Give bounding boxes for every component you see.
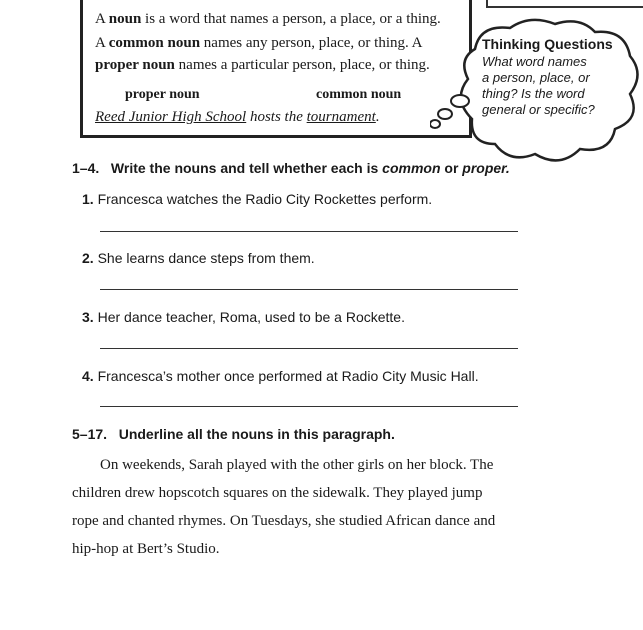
- partial-box-corner: [486, 0, 643, 8]
- answer-line-3[interactable]: [100, 348, 518, 349]
- answer-line-2[interactable]: [100, 289, 518, 290]
- answer-line-1[interactable]: [100, 231, 518, 232]
- label-common-noun: common noun: [316, 87, 402, 102]
- thinking-line: general or specific?: [482, 102, 595, 117]
- thinking-line: What word names: [482, 54, 587, 69]
- thinking-line: thing? Is the word: [482, 86, 585, 101]
- question-2: 2. She learns dance steps from them.: [82, 250, 315, 266]
- rule-line-3: proper noun names a particular person, place, or thing.: [95, 57, 430, 73]
- question-4: 4. Francesca’s mother once performed at Radio City Music Hall.: [82, 368, 479, 384]
- question-3: 3. Her dance teacher, Roma, used to be a Rockette.: [82, 309, 405, 325]
- thinking-questions-title: Thinking Questions: [482, 36, 613, 52]
- rule-box: [80, 0, 472, 138]
- section-1-heading: 1–4. Write the nouns and tell whether each is common or proper.: [72, 160, 510, 176]
- example-sentence: Reed Junior High School hosts the tournament.: [95, 109, 380, 125]
- question-1: 1. Francesca watches the Radio City Rockettes perform.: [82, 191, 433, 207]
- paragraph-line: rope and chanted rhymes. On Tuesdays, she studied African dance and: [72, 513, 496, 529]
- thinking-line: a person, place, or: [482, 70, 590, 85]
- paragraph-line: children drew hopscotch squares on the sidewalk. They played jump: [72, 485, 483, 501]
- section-2-heading: 5–17. Underline all the nouns in this paragraph.: [72, 426, 395, 442]
- paragraph-line: hip-hop at Bert’s Studio.: [72, 541, 220, 557]
- rule-line-2: A common noun names any person, place, or thing. A: [95, 35, 423, 51]
- paragraph-line: On weekends, Sarah played with the other girls on her block. The: [100, 457, 494, 473]
- answer-line-4[interactable]: [100, 406, 518, 407]
- label-proper-noun: proper noun: [125, 87, 200, 102]
- rule-line-1: A noun is a word that names a person, a place, or a thing.: [95, 11, 441, 27]
